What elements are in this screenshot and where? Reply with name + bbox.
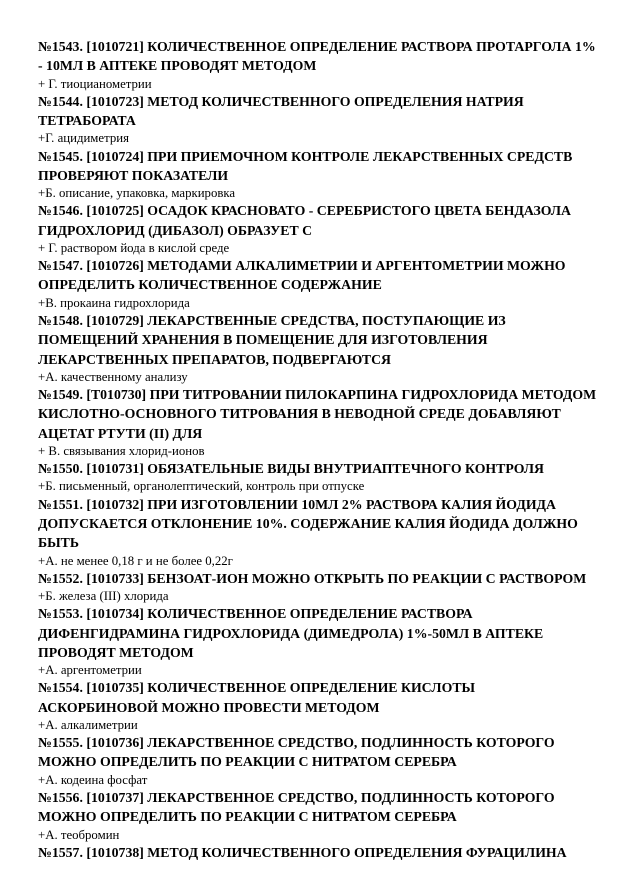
question-text: №1553. [1010734] КОЛИЧЕСТВЕННОЕ ОПРЕДЕЛЕНИЕ РАСТВОРА ДИФЕНГИДРАМИНА ГИДРОХЛОРИДА (ДИМЕДРОЛА) 1%-50МЛ В АПТЕКЕ ПРОВОДЯТ МЕТОДОМ	[38, 606, 544, 660]
entry-1555	[38, 733, 598, 788]
question-text: №1554. [1010735] КОЛИЧЕСТВЕННОЕ ОПРЕДЕЛЕНИЕ КИСЛОТЫ АСКОРБИНОВОЙ МОЖНО ПРОВЕСТИ МЕТОДОМ	[38, 680, 476, 715]
question-text: №1544. [1010723] МЕТОД КОЛИЧЕСТВЕННОГО ОПРЕДЕЛЕНИЯ НАТРИЯ ТЕТРАБОРАТА	[38, 93, 524, 129]
question-text: №1551. [1010732] ПРИ ИЗГОТОВЛЕНИИ 10МЛ 2% РАСТВОРА КАЛИЯ ЙОДИДА ДОПУСКАЕТСЯ ОТКЛОНЕНИЕ 10%. СОДЕРЖАНИЕ КАЛИЯ ЙОДИДА ДОЛЖНО БЫТЬ	[38, 496, 578, 551]
answer-text: +А. не менее 0,18 г и не более 0,22г	[38, 553, 233, 568]
entry-1554	[38, 678, 598, 733]
answer-text: + В. связывания хлорид-ионов	[38, 443, 205, 458]
answer-text: +Б. железа (III) хлорида	[38, 589, 169, 604]
entry-1556	[38, 788, 598, 843]
entry-1550	[38, 459, 598, 495]
entry-1552	[38, 569, 598, 605]
answer-text: +А. алкалиметрии	[38, 717, 138, 732]
answer-text: +Г. ацидиметрия	[38, 131, 129, 146]
question-text: №1556. [1010737] ЛЕКАРСТВЕННОЕ СРЕДСТВО, ПОДЛИННОСТЬ КОТОРОГО МОЖНО ОПРЕДЕЛИТЬ ПО РЕАКЦИИ С НИТРАТОМ СЕРЕБРА	[38, 789, 555, 825]
question-text: №1552. [1010733] БЕНЗОАТ-ИОН МОЖНО ОТКРЫТЬ ПО РЕАКЦИИ С РАСТВОРОМ	[38, 570, 587, 586]
answer-text: + Г. раствором йода в кислой среде	[38, 240, 230, 255]
question-text: №1545. [1010724] ПРИ ПРИЕМОЧНОМ КОНТРОЛЕ ЛЕКАРСТВЕННЫХ СРЕДСТВ ПРОВЕРЯЮТ ПОКАЗАТЕЛИ	[38, 148, 573, 183]
entry-1545	[38, 147, 598, 202]
question-text: №1557. [1010738] МЕТОД КОЛИЧЕСТВЕННОГО ОПРЕДЕЛЕНИЯ ФУРАЦИЛИНА	[38, 844, 567, 860]
entry-1549	[38, 385, 598, 459]
question-text: №1550. [1010731] ОБЯЗАТЕЛЬНЫЕ ВИДЫ ВНУТРИАПТЕЧНОГО КОНТРОЛЯ	[38, 461, 544, 477]
answer-text: + Г. тиоцианометрии	[38, 76, 152, 91]
question-text: №1543. [1010721] КОЛИЧЕСТВЕННОЕ ОПРЕДЕЛЕНИЕ РАСТВОРА ПРОТАРГОЛА 1% - 10МЛ В АПТЕКЕ ПРОВОДЯТ МЕТОДОМ	[38, 39, 596, 74]
entry-1557	[38, 843, 598, 862]
question-text: №1555. [1010736] ЛЕКАРСТВЕННОЕ СРЕДСТВО, ПОДЛИННОСТЬ КОТОРОГО МОЖНО ОПРЕДЕЛИТЬ ПО РЕАКЦИИ С НИТРАТОМ СЕРЕБРА	[38, 735, 555, 770]
answer-text: +В. прокаина гидрохлорида	[38, 295, 190, 310]
entry-1544	[38, 92, 598, 147]
answer-text: +А. аргентометрии	[38, 663, 142, 678]
answer-text: +А. качественному анализу	[38, 369, 188, 384]
question-text: №1547. [1010726] МЕТОДАМИ АЛКАЛИМЕТРИИ И АРГЕНТОМЕТРИИ МОЖНО ОПРЕДЕЛИТЬ КОЛИЧЕСТВЕННОЕ СОДЕРЖАНИЕ	[38, 258, 566, 293]
question-text: №1548. [1010729] ЛЕКАРСТВЕННЫЕ СРЕДСТВА, ПОСТУПАЮЩИЕ ИЗ ПОМЕЩЕНИЙ ХРАНЕНИЯ В ПОМЕЩЕНИЕ ДЛЯ ИЗГОТОВЛЕНИЯ ЛЕКАРСТВЕННЫХ ПРЕПАРАТОВ, ПОДВЕРГАЮТСЯ	[38, 312, 506, 367]
question-text: №1549. [Т010730] ПРИ ТИТРОВАНИИ ПИЛОКАРПИНА ГИДРОХЛОРИДА МЕТОДОМ КИСЛОТНО-ОСНОВНОГО ТИТРОВАНИЯ В НЕВОДНОЙ СРЕДЕ ДОБАВЛЯЮТ АЦЕТАТ РТУТИ (II) ДЛЯ	[38, 387, 597, 441]
answer-text: +Б. письменный, органолептический, контроль при отпуске	[38, 479, 365, 494]
answer-text: +Б. описание, упаковка, маркировка	[38, 186, 236, 201]
document-page	[38, 37, 598, 862]
question-text: №1546. [1010725] ОСАДОК КРАСНОВАТО - СЕРЕБРИСТОГО ЦВЕТА БЕНДАЗОЛА ГИДРОХЛОРИД (ДИБАЗОЛ) ОБРАЗУЕТ С	[38, 203, 572, 238]
entry-1543	[38, 37, 598, 92]
entry-1553	[38, 604, 598, 678]
entry-1548	[38, 311, 598, 385]
entry-1547	[38, 256, 598, 311]
entry-1551	[38, 495, 598, 569]
entry-1546	[38, 201, 598, 256]
answer-text: +А. кодеина фосфат	[38, 772, 148, 787]
answer-text: +А. теобромин	[38, 827, 120, 842]
